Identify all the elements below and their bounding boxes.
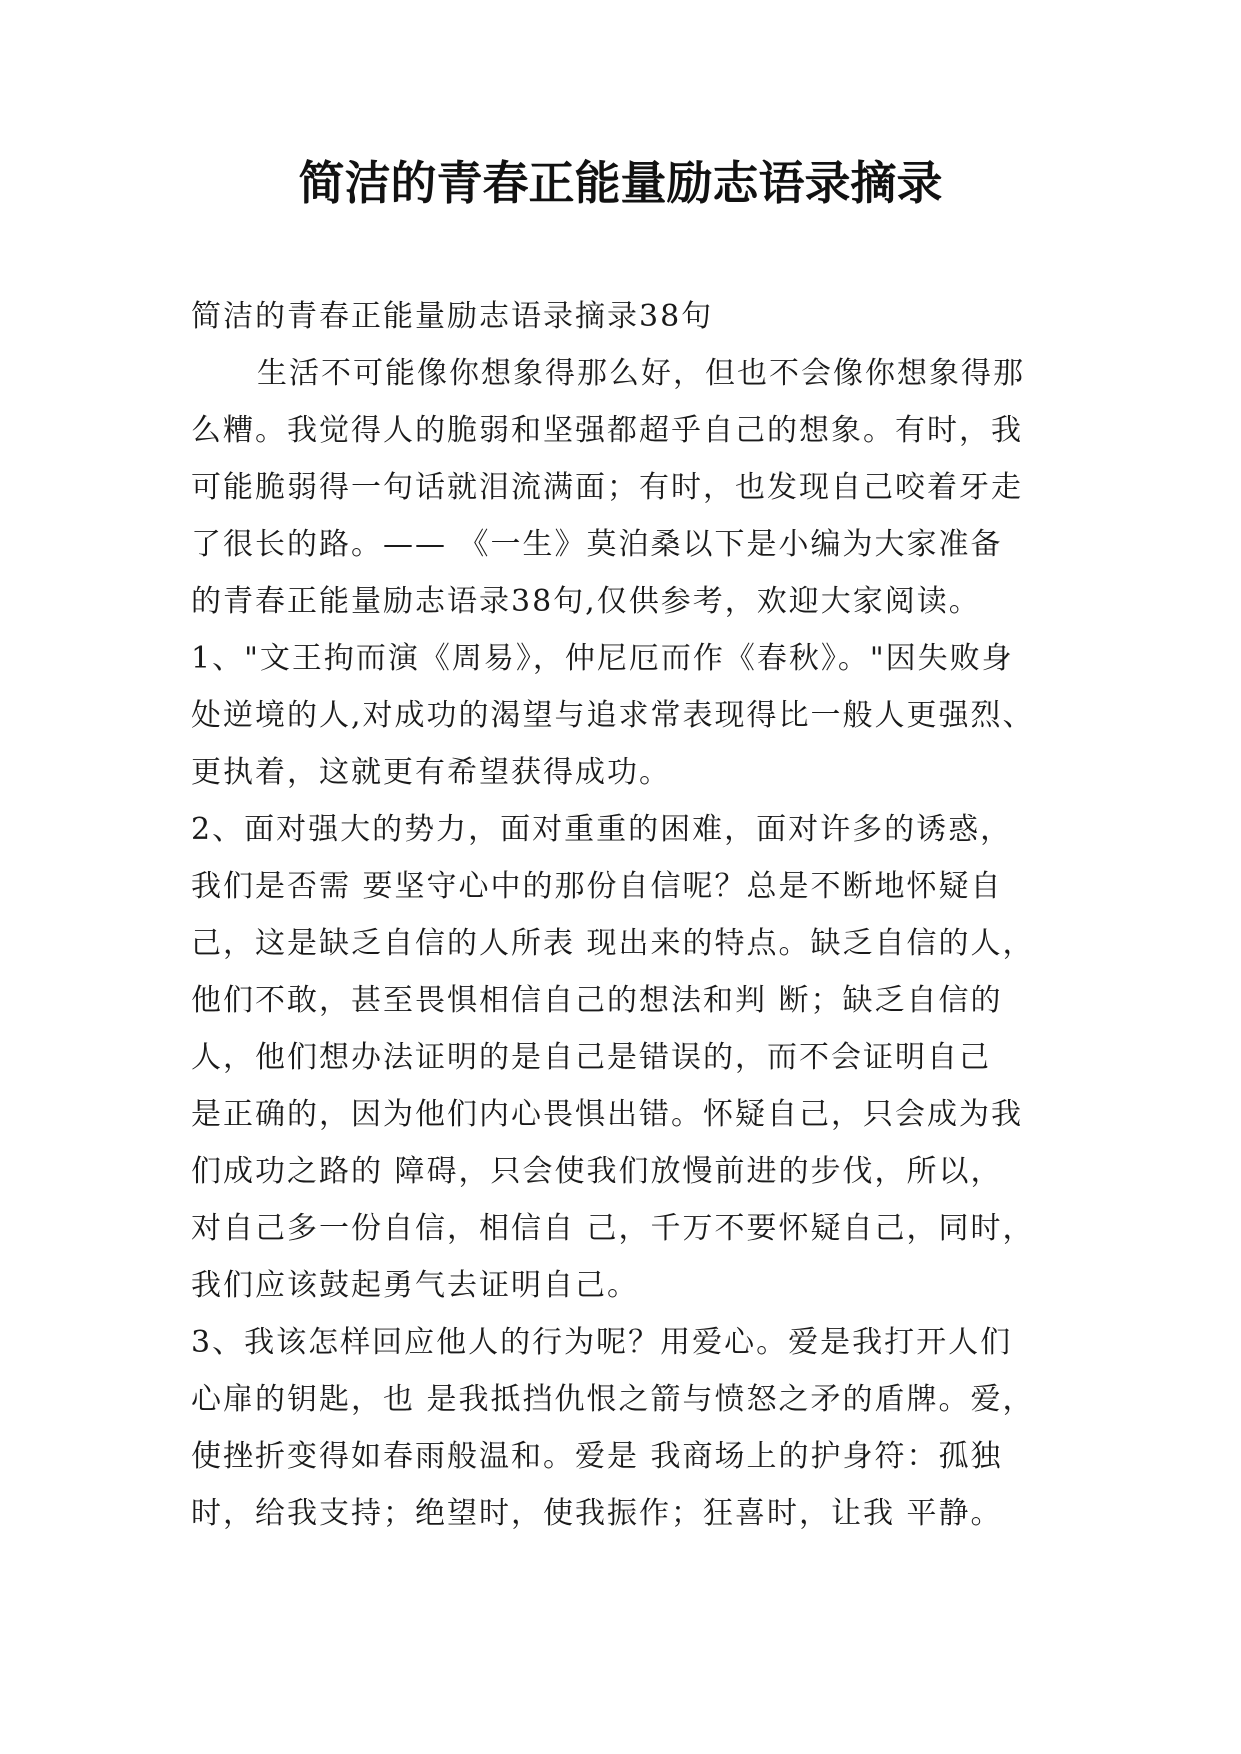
quote-2-line: 人，他们想办法证明的是自己是错误的，而不会证明自己 [191,1040,991,1075]
quote-2-line: 我们是否需 要坚守心中的那份自信呢？总是不断地怀疑自 [191,869,1003,904]
quote-1-line: 处逆境的人,对成功的渴望与追求常表现得比一般人更强烈、 [191,698,1035,733]
intro-paragraph-line: 么糟。我觉得人的脆弱和坚强都超乎自己的想象。有时，我 [191,413,1023,448]
intro-paragraph-line: 了很长的路。—— 《一生》莫泊桑以下是小编为大家准备 [191,527,1003,562]
intro-paragraph-line: 的青春正能量励志语录38句,仅供参考，欢迎大家阅读。 [191,584,981,619]
quote-1-line: 1、"文王拘而演《周易》，仲尼厄而作《春秋》。"因失败身 [191,641,1014,676]
quote-2-line: 是正确的，因为他们内心畏惧出错。怀疑自己，只会成为我 [191,1097,1023,1132]
quote-3-line: 时，给我支持；绝望时，使我振作；狂喜时，让我 平静。 [191,1496,1003,1531]
intro-paragraph-line: 可能脆弱得一句话就泪流满面；有时，也发现自己咬着牙走 [191,470,1023,505]
quote-2-line: 2、面对强大的势力，面对重重的困难，面对许多的诱惑， [191,812,1013,847]
quote-3-line: 3、我该怎样回应他人的行为呢？用爱心。爱是我打开人们 [191,1325,1013,1360]
subtitle-line: 简洁的青春正能量励志语录摘录38句 [191,299,714,334]
quote-1-line: 更执着，这就更有希望获得成功。 [191,755,671,790]
quote-2-line: 我们应该鼓起勇气去证明自己。 [191,1268,639,1303]
quote-3-line: 使挫折变得如春雨般温和。爱是 我商场上的护身符：孤独 [191,1439,1003,1474]
document-body [191,288,1071,1542]
quote-2-line: 他们不敢，甚至畏惧相信自己的想法和判 断；缺乏自信的 [191,983,1003,1018]
intro-paragraph-line: 生活不可能像你想象得那么好，但也不会像你想象得那 [257,356,1025,391]
quote-2-line: 们成功之路的 障碍，只会使我们放慢前进的步伐，所以， [191,1154,1003,1189]
quote-3-line: 心扉的钥匙，也 是我抵挡仇恨之箭与愤怒之矛的盾牌。爱， [191,1382,1035,1417]
document-title: 简洁的青春正能量励志语录摘录 [298,156,943,210]
quote-2-line: 己，这是缺乏自信的人所表 现出来的特点。缺乏自信的人， [191,926,1035,961]
quote-2-line: 对自己多一份自信，相信自 己，千万不要怀疑自己，同时， [191,1211,1035,1246]
